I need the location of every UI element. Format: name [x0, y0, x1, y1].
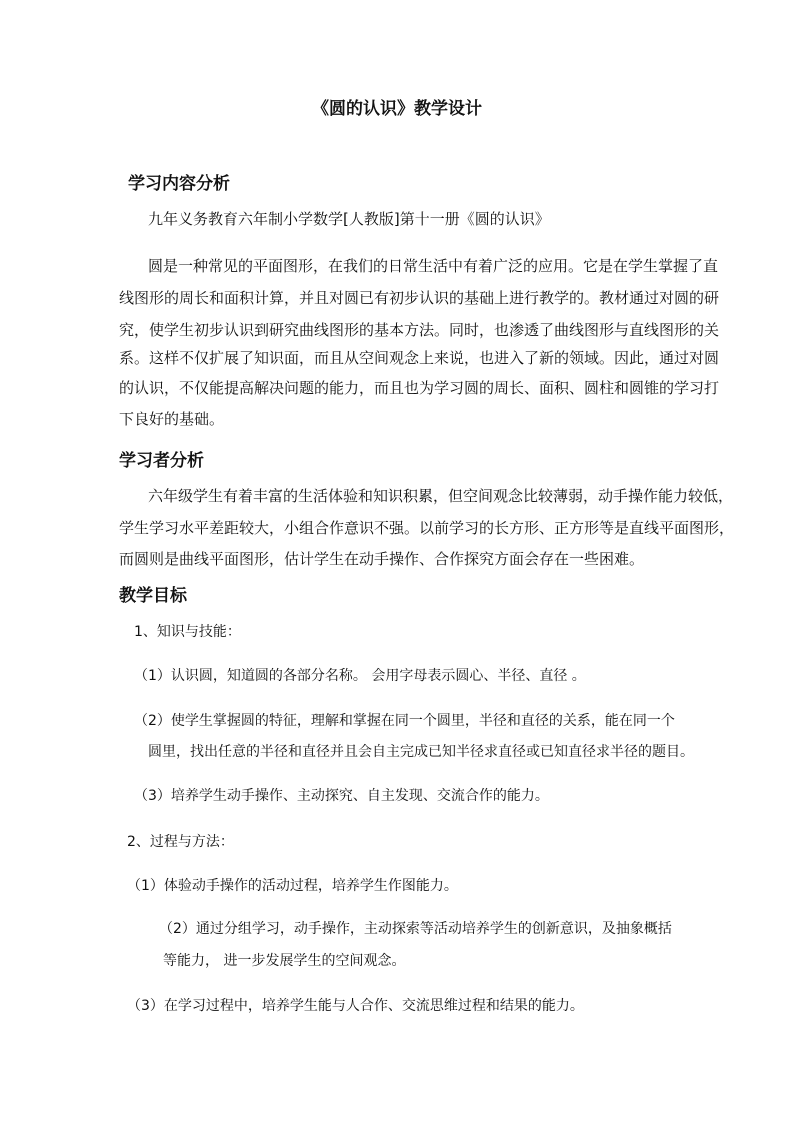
paragraph-line: 下良好的基础。 [119, 410, 225, 428]
goal-item: （2）通过分组学习，动手操作，主动探索等活动培养学生的创新意识，及抽象概括 [159, 921, 672, 937]
heading-teaching-goals: 教学目标 [119, 586, 187, 606]
paragraph-line: 的认识，不仅能提高解决问题的能力，而且也为学习圆的周长、面积、圆柱和圆锥的学习打 [119, 379, 720, 397]
textbook-reference: 九年义务教育六年制小学数学[人教版]第十一册《圆的认识》 [148, 210, 550, 228]
document-title: 《圆的认识》教学设计 [312, 99, 482, 119]
goal-item-continued: 等能力， 进一步发展学生的空间观念。 [163, 953, 406, 969]
goal-item-continued: 圆里，找出任意的半径和直径并且会自主完成已知半径求直径或已知直径求半径的题目。 [148, 744, 694, 760]
paragraph-line: 线图形的周长和面积计算，并且对圆已有初步认识的基础上进行教学的。教材通过对圆的研 [119, 289, 720, 307]
heading-content-analysis: 学习内容分析 [128, 174, 230, 194]
paragraph-line: 而圆则是曲线平面图形，估计学生在动手操作、合作探究方面会存在一些困难。 [119, 550, 645, 568]
paragraph-line: 圆是一种常见的平面图形，在我们的日常生活中有着广泛的应用。它是在学生掌握了直 [148, 257, 719, 275]
subheading-process-methods: 2、过程与方法： [127, 834, 234, 850]
goal-item: （1）体验动手操作的活动过程，培养学生作图能力。 [127, 878, 458, 894]
paragraph-line: 学生学习水平差距较大，小组合作意识不强。以前学习的长方形、正方形等是直线平面图形， [119, 519, 735, 537]
paragraph-line: 系。这样不仅扩展了知识面，而且从空间观念上来说，也进入了新的领域。因此，通过对圆 [119, 349, 720, 367]
subheading-knowledge-skills: 1、知识与技能： [134, 624, 241, 640]
goal-item: （1）认识圆，知道圆的各部分名称。 会用字母表示圆心、半径、直径 。 [134, 668, 586, 684]
goal-item: （2）使学生掌握圆的特征，理解和掌握在同一个圆里，半径和直径的关系，能在同一个 [134, 713, 675, 729]
paragraph-line: 六年级学生有着丰富的生活体验和知识积累，但空间观念比较薄弱，动手操作能力较低， [148, 487, 734, 505]
goal-item: （3）培养学生动手操作、主动探究、自主发现、交流合作的能力。 [134, 788, 549, 804]
goal-item: （3）在学习过程中，培养学生能与人合作、交流思维过程和结果的能力。 [127, 998, 584, 1014]
paragraph-line: 究，使学生初步认识到研究曲线图形的基本方法。同时，也渗透了曲线图形与直线图形的关 [119, 321, 720, 339]
heading-learner-analysis: 学习者分析 [119, 451, 204, 471]
